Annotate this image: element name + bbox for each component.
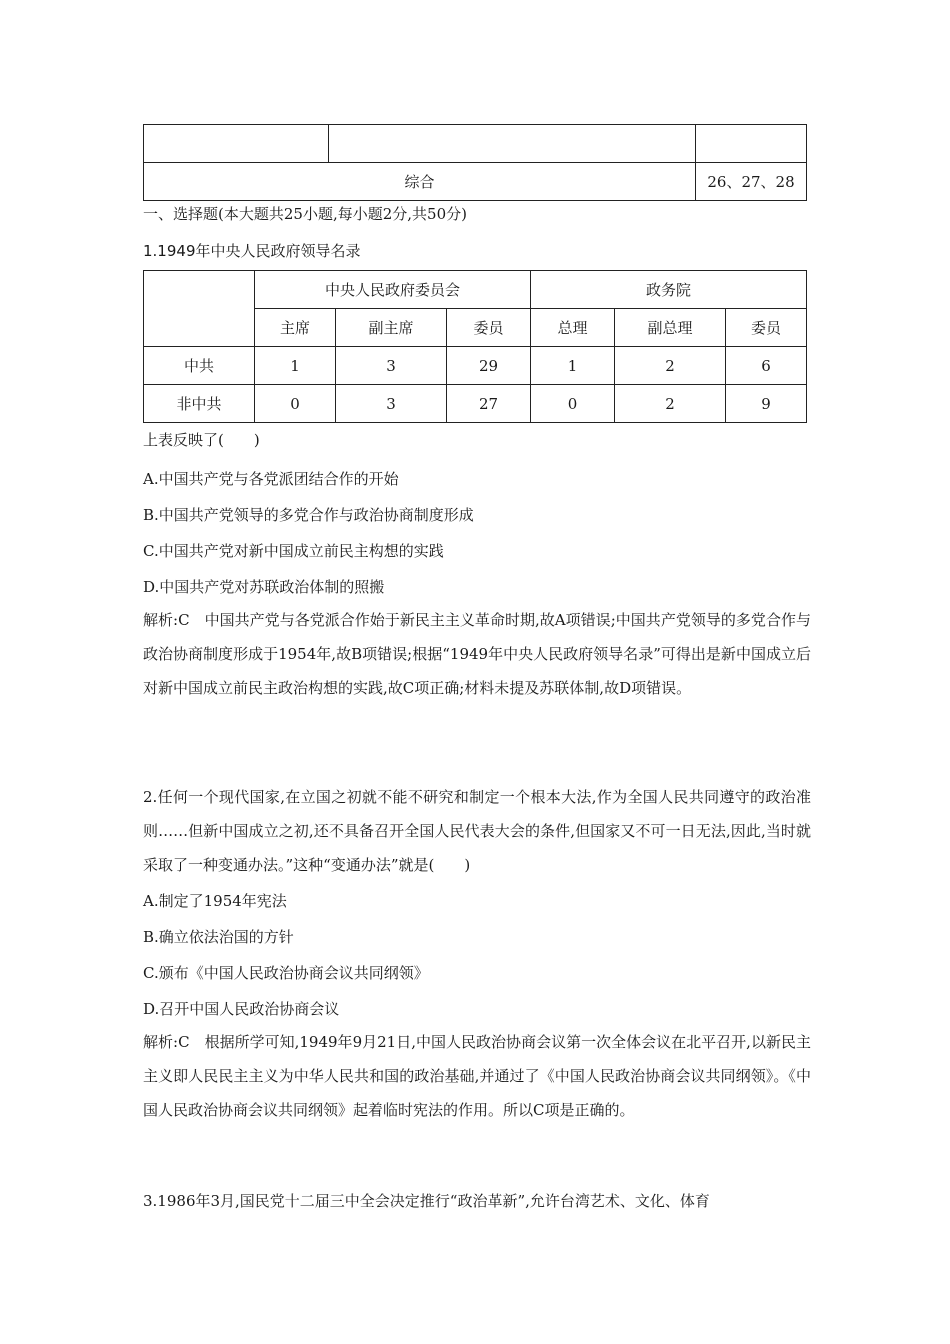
table-cell: 0 <box>255 385 336 423</box>
question-1-analysis: 解析:C 中国共产党与各党派合作始于新民主主义革命时期,故A项错误;中国共产党领导的多党合作与政治协商制度形成于1954年,故B项错误;根据“1949年中央人民政府领导名录”可得出是新中国成立后对新中国成立前民主政治构想的实践,故C项正确;材料未提及苏联体制,故D项错误。 <box>143 611 811 697</box>
question-2-option-b: B.确立依法治国的方针 <box>143 928 294 946</box>
table-row <box>144 385 807 423</box>
table-cell: 6 <box>726 347 807 385</box>
table-subheader: 副主席 <box>336 309 447 347</box>
table-cell: 3 <box>336 385 447 423</box>
question-2-analysis: 解析:C 根据所学可知,1949年9月21日,中国人民政治协商会议第一次全体会议在北平召开,以新民主主义即人民民主主义为中华人民共和国的政治基础,并通过了《中国人民政治协商会议共同纲领》。《中国人民政治协商会议共同纲领》起着临时宪法的作用。所以C项是正确的。 <box>143 1033 811 1119</box>
table-header-row <box>144 271 807 309</box>
table-subheader: 副总理 <box>615 309 726 347</box>
table-cell: 1 <box>255 347 336 385</box>
table-corner-cell <box>144 271 255 347</box>
table-cell-value: 26、27、28 <box>696 163 807 201</box>
table-row <box>144 163 807 201</box>
table-cell: 2 <box>615 347 726 385</box>
table-cell: 0 <box>531 385 615 423</box>
top-table <box>143 124 807 201</box>
question-2-option-c: C.颁布《中国人民政治协商会议共同纲领》 <box>143 964 429 982</box>
table-row <box>144 347 807 385</box>
question-1-option-d: D.中国共产党对苏联政治体制的照搬 <box>143 578 385 596</box>
table-cell: 2 <box>615 385 726 423</box>
table-cell <box>329 125 696 163</box>
table-group-header: 政务院 <box>531 271 807 309</box>
question-1-option-b: B.中国共产党领导的多党合作与政治协商制度形成 <box>143 506 474 524</box>
row-label: 非中共 <box>144 385 255 423</box>
row-label: 中共 <box>144 347 255 385</box>
question-2-option-a: A.制定了1954年宪法 <box>143 892 287 910</box>
question-1-stem: 1.1949年中央人民政府领导名录 <box>143 242 361 260</box>
table-cell: 9 <box>726 385 807 423</box>
question-1-option-c: C.中国共产党对新中国成立前民主构想的实践 <box>143 542 444 560</box>
question-2-option-d: D.召开中国人民政治协商会议 <box>143 1000 340 1018</box>
section-heading: 一、选择题(本大题共25小题,每小题2分,共50分) <box>143 205 467 223</box>
table-cell: 29 <box>447 347 531 385</box>
leaders-table <box>143 270 807 423</box>
table-subheader: 总理 <box>531 309 615 347</box>
question-3-stem: 3.1986年3月,国民党十二届三中全会决定推行“政治革新”,允许台湾艺术、文化、体育 <box>143 1192 710 1210</box>
question-1-option-a: A.中国共产党与各党派团结合作的开始 <box>143 470 399 488</box>
question-1-prompt: 上表反映了( ) <box>143 431 260 449</box>
table-subheader: 委员 <box>726 309 807 347</box>
table-cell: 1 <box>531 347 615 385</box>
table-group-header: 中央人民政府委员会 <box>255 271 531 309</box>
question-2-stem: 2.任何一个现代国家,在立国之初就不能不研究和制定一个根本大法,作为全国人民共同遵守的政治准则……但新中国成立之初,还不具备召开全国人民代表大会的条件,但国家又不可一日无法,因此,当时就采取了一种变通办法。”这种“变通办法”就是( ) <box>143 788 811 874</box>
table-cell: 27 <box>447 385 531 423</box>
table-subheader: 主席 <box>255 309 336 347</box>
table-cell <box>696 125 807 163</box>
table-cell <box>144 125 329 163</box>
table-subheader: 委员 <box>447 309 531 347</box>
table-row <box>144 125 807 163</box>
table-cell: 3 <box>336 347 447 385</box>
table-cell-label: 综合 <box>144 163 696 201</box>
